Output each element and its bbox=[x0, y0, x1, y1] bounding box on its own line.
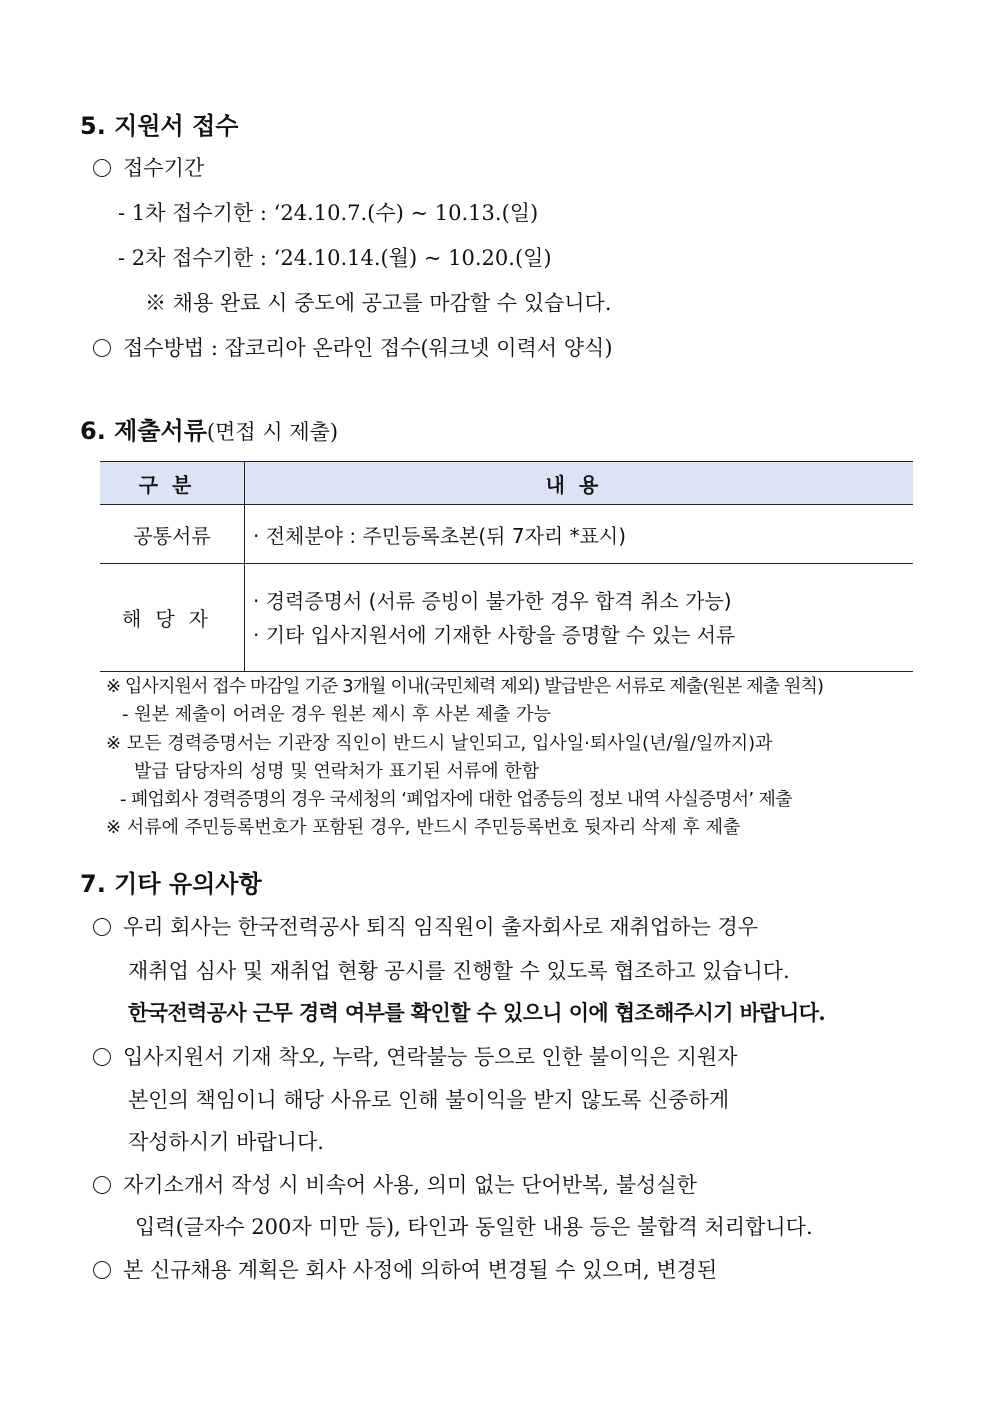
notice-text: 재취업 심사 및 재취업 현황 공시를 진행할 수 있도록 협조하고 있습니다. bbox=[128, 959, 790, 983]
notice-text: 본인의 책임이니 해당 사유로 인해 불이익을 받지 않도록 신중하게 bbox=[128, 1088, 730, 1112]
circle-bullet-icon bbox=[93, 918, 111, 936]
notice-text: 우리 회사는 한국전력공사 퇴직 임직원이 출자회사로 재취업하는 경우 bbox=[123, 915, 759, 939]
notice-item bbox=[93, 1169, 697, 1199]
note-line: - 원본 제출이 어려운 경우 원본 제시 후 사본 제출 가능 bbox=[122, 704, 551, 725]
note-line: ※ 모든 경력증명서는 기관장 직인이 반드시 날인되고, 입사일·퇴사일(년/월/일까지)과 bbox=[106, 733, 773, 754]
notice-text: 본 신규채용 계획은 회사 사정에 의하여 변경될 수 있으며, 변경된 bbox=[123, 1258, 718, 1282]
notice-item bbox=[93, 911, 758, 941]
row-item: · 기타 입사지원서에 기재한 사항을 증명할 수 있는 서류 bbox=[253, 622, 736, 647]
row-content bbox=[245, 505, 914, 564]
documents-table bbox=[100, 461, 913, 672]
section-6-title-main: 6. 제출서류 bbox=[80, 417, 207, 445]
notice-text: 작성하시기 바랍니다. bbox=[128, 1130, 324, 1154]
round1-line: - 1차 접수기한 : ‘24.10.7.(수) ~ 10.13.(일) bbox=[118, 201, 539, 225]
table-header-row bbox=[100, 462, 913, 505]
row-item: · 전체분야 : 주민등록초본(뒤 7자리 *표시) bbox=[253, 523, 627, 548]
notice-text: 자기소개서 작성 시 비속어 사용, 의미 없는 단어반복, 불성실한 bbox=[123, 1173, 697, 1197]
row-category: 공통서류 bbox=[100, 505, 245, 564]
note-line: - 폐업회사 경력증명의 경우 국세청의 ‘폐업자에 대한 업종등의 정보 내역 사실증명서’ 제출 bbox=[120, 789, 792, 810]
notice-item bbox=[93, 1254, 717, 1284]
row-category: 해당자 bbox=[100, 564, 245, 672]
method-text: 접수방법 : 잡코리아 온라인 접수(워크넷 이력서 양식) bbox=[123, 336, 613, 360]
period-label: 접수기간 bbox=[123, 156, 205, 180]
circle-bullet-icon bbox=[93, 159, 111, 177]
note-line: ※ 서류에 주민등록번호가 포함된 경우, 반드시 주민등록번호 뒷자리 삭제 후 제출 bbox=[106, 817, 741, 838]
section-7-title: 7. 기타 유의사항 bbox=[80, 870, 262, 898]
section-5-title: 5. 지원서 접수 bbox=[80, 112, 239, 140]
notice-text: 입사지원서 기재 착오, 누락, 연락불능 등으로 인한 불이익은 지원자 bbox=[123, 1045, 738, 1069]
section-6-title-suffix: (면접 시 제출) bbox=[206, 420, 339, 444]
circle-bullet-icon bbox=[93, 1048, 111, 1066]
early-close-note: ※ 채용 완료 시 중도에 공고를 마감할 수 있습니다. bbox=[145, 291, 612, 315]
header-content: 내용 bbox=[245, 462, 914, 505]
notice-text: 입력(글자수 200자 미만 등), 타인과 동일한 내용 등은 불합격 처리합니다. bbox=[135, 1215, 813, 1239]
circle-bullet-icon bbox=[93, 1261, 111, 1279]
round2-line: - 2차 접수기한 : ‘24.10.14.(월) ~ 10.20.(일) bbox=[118, 246, 552, 270]
notice-emphasis: 한국전력공사 근무 경력 여부를 확인할 수 있으니 이에 협조해주시기 바랍니다. bbox=[128, 1000, 826, 1025]
table-row bbox=[100, 564, 913, 672]
note-line: 발급 담당자의 성명 및 연락처가 표기된 서류에 한함 bbox=[134, 761, 540, 782]
section-6-title bbox=[80, 411, 338, 446]
period-item bbox=[93, 152, 204, 182]
circle-bullet-icon bbox=[93, 339, 111, 357]
row-item: · 경력증명서 (서류 증빙이 불가한 경우 합격 취소 가능) bbox=[253, 588, 732, 613]
row-content bbox=[245, 564, 914, 672]
method-item bbox=[93, 332, 613, 362]
note-line: ※ 입사지원서 접수 마감일 기준 3개월 이내(국민체력 제외) 발급받은 서류로 제출(원본 제출 원칙) bbox=[106, 676, 824, 697]
circle-bullet-icon bbox=[93, 1176, 111, 1194]
table-row bbox=[100, 505, 913, 564]
notice-item bbox=[93, 1041, 737, 1071]
header-category: 구분 bbox=[100, 462, 245, 505]
